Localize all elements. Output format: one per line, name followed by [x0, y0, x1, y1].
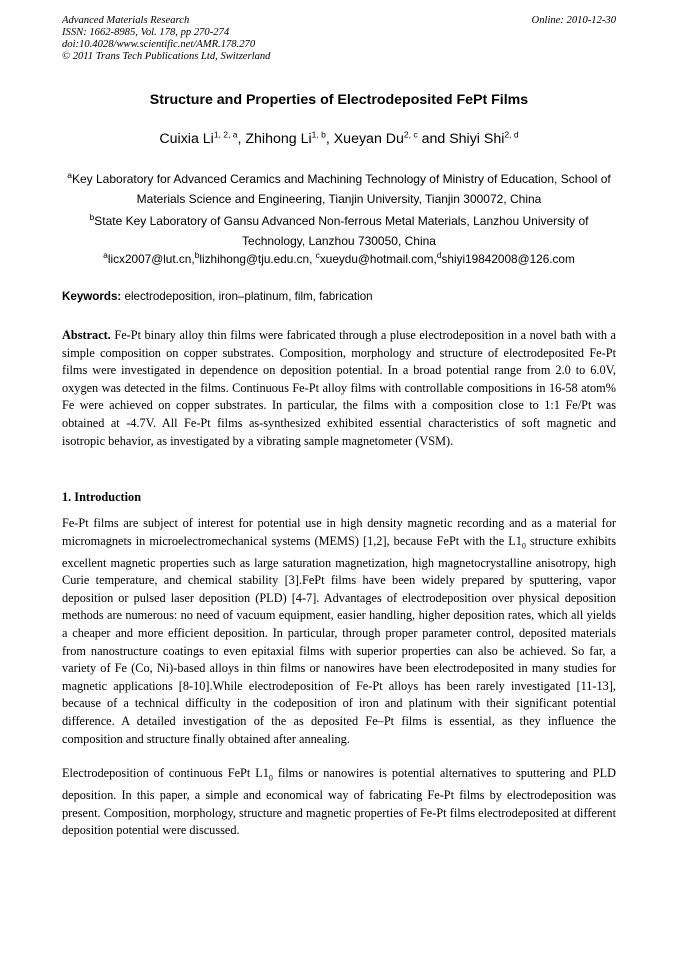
email-list: $^a$licx2007@lut.cn,$^b$lizhihong@tju.edu.cn, $^c$xueydu@hotmail.com,$^d$shiyi19842008@126.com — [103, 250, 575, 266]
email-link[interactable]: licx2007@lut.cn, — [107, 251, 195, 266]
author: Xueyan Du$^{2, c}$ and — [333, 129, 450, 147]
issn-line: ISSN: 1662-8985, Vol. 178, pp 270-274 — [62, 27, 230, 38]
affiliation-a: $^a$Key Laboratory for Advanced Ceramics and Machining Technology of Ministry of Education, School of Materials Science and Engineering, Tianjin University, Tianjin 300072, China — [67, 170, 611, 206]
keywords — [62, 290, 616, 303]
paper-title: Structure and Properties of Electrodeposited FePt Films — [149, 92, 529, 108]
affiliation-b: $^b$State Key Laboratory of Gansu Advanced Non-ferrous Metal Materials, Lanzhou University of Technology, Lanzhou 730050, China — [89, 212, 589, 248]
author: Cuixia Li$^{1, 2, a}$, — [159, 129, 246, 147]
intro-paragraph-2: Electrodeposition of continuous FePt $L1_0$ films or nanowires is potential alternatives to sputtering and PLD deposition. In this paper, a simple and economical way of fabricating Fe-Pt films by electrodeposition was present. Composition, morphology, structure and magnetic properties of Fe-Pt films electrodeposited at different deposition potential were discussed. — [62, 766, 616, 838]
abstract — [62, 327, 616, 450]
copyright-line: © 2011 Trans Tech Publications Ltd, Switzerland — [62, 51, 271, 62]
email-link[interactable]: shiyi19842008@126.com — [441, 251, 575, 266]
keywords-text: electrodeposition, iron–platinum, film, fabrication — [121, 290, 373, 303]
keywords-label: Keywords: — [62, 290, 122, 303]
author: Shiyi Shi$^{2, d}$ — [449, 129, 519, 147]
author: Zhihong Li$^{1, b}$, — [245, 129, 334, 147]
author-list — [62, 129, 616, 147]
email-link[interactable]: xueydu@hotmail.com, — [319, 251, 437, 266]
abstract-text: Fe-Pt binary alloy thin films were fabricated through a pluse electrodeposition in a novel bath with a simple composition on copper substrates. Composition, morphology and structure of electrodeposited Fe-Pt films were investigated in dependence on deposition potential. In a broad potential range from 2.0 to 6.0V, oxygen was detected in the films. Continuous Fe-Pt alloy films with controllable compositions in 16-58 atom% Fe were achieved on copper substrates. In particular, the films with a composition close to 1:1 Fe/Pt was obtained at -4.7V. All Fe-Pt films as-synthesized exhibited essential characteristics of soft magnetic and isotropic behavior, as investigated by a vibrating sample magnetometer (VSM). — [62, 328, 616, 448]
abstract-label: Abstract. — [62, 328, 111, 342]
journal-name: Advanced Materials Research — [62, 15, 190, 26]
online-date: Online: 2010-12-30 — [531, 15, 616, 26]
journal-header — [62, 15, 616, 63]
section-heading-introduction: 1. Introduction — [62, 490, 142, 504]
email-link[interactable]: lizhihong@tju.edu.cn, — [199, 251, 316, 266]
intro-paragraph-1: Fe-Pt films are subject of interest for potential use in high density magnetic recording and as a material for micromagnets in microelectromechanical systems (MEMS) [1,2], because FePt with the $L1_0$ structure exhibits excellent magnetic properties such as large saturation magnetization, high magnetocrystalline anisotropy, high Curie temperature, and chemical stability [3].FePt films have been widely prepared by sputtering, vapor deposition or pulsed laser deposition (PLD) [4-7]. Advantages of electrodeposition over physical deposition methods are numerous: no need of vacuum equipment, easier handling, higher deposition rates, which all yields a cheaper and more efficient deposition. In particular, through proper parameter control, deposited materials from nanostructure coatings to even epitaxial films with superior properties can also be achieved. So far, a variety of Fe (Co, Ni)-based alloys in thin films or nanowires have been electrodeposited in many studies for magnetic applications [8-10].While electrodeposition of Fe-Pt alloys has been rarely investigated [11-13], because of a technical difficulty in the codeposition of iron and platinum with their significant potential difference. A detailed investigation of the as deposited Fe–Pt films is essential, as they influence the composition and structure finally obtained after annealing. — [62, 516, 616, 746]
doi-line: doi:10.4028/www.scientific.net/AMR.178.270 — [62, 39, 256, 50]
